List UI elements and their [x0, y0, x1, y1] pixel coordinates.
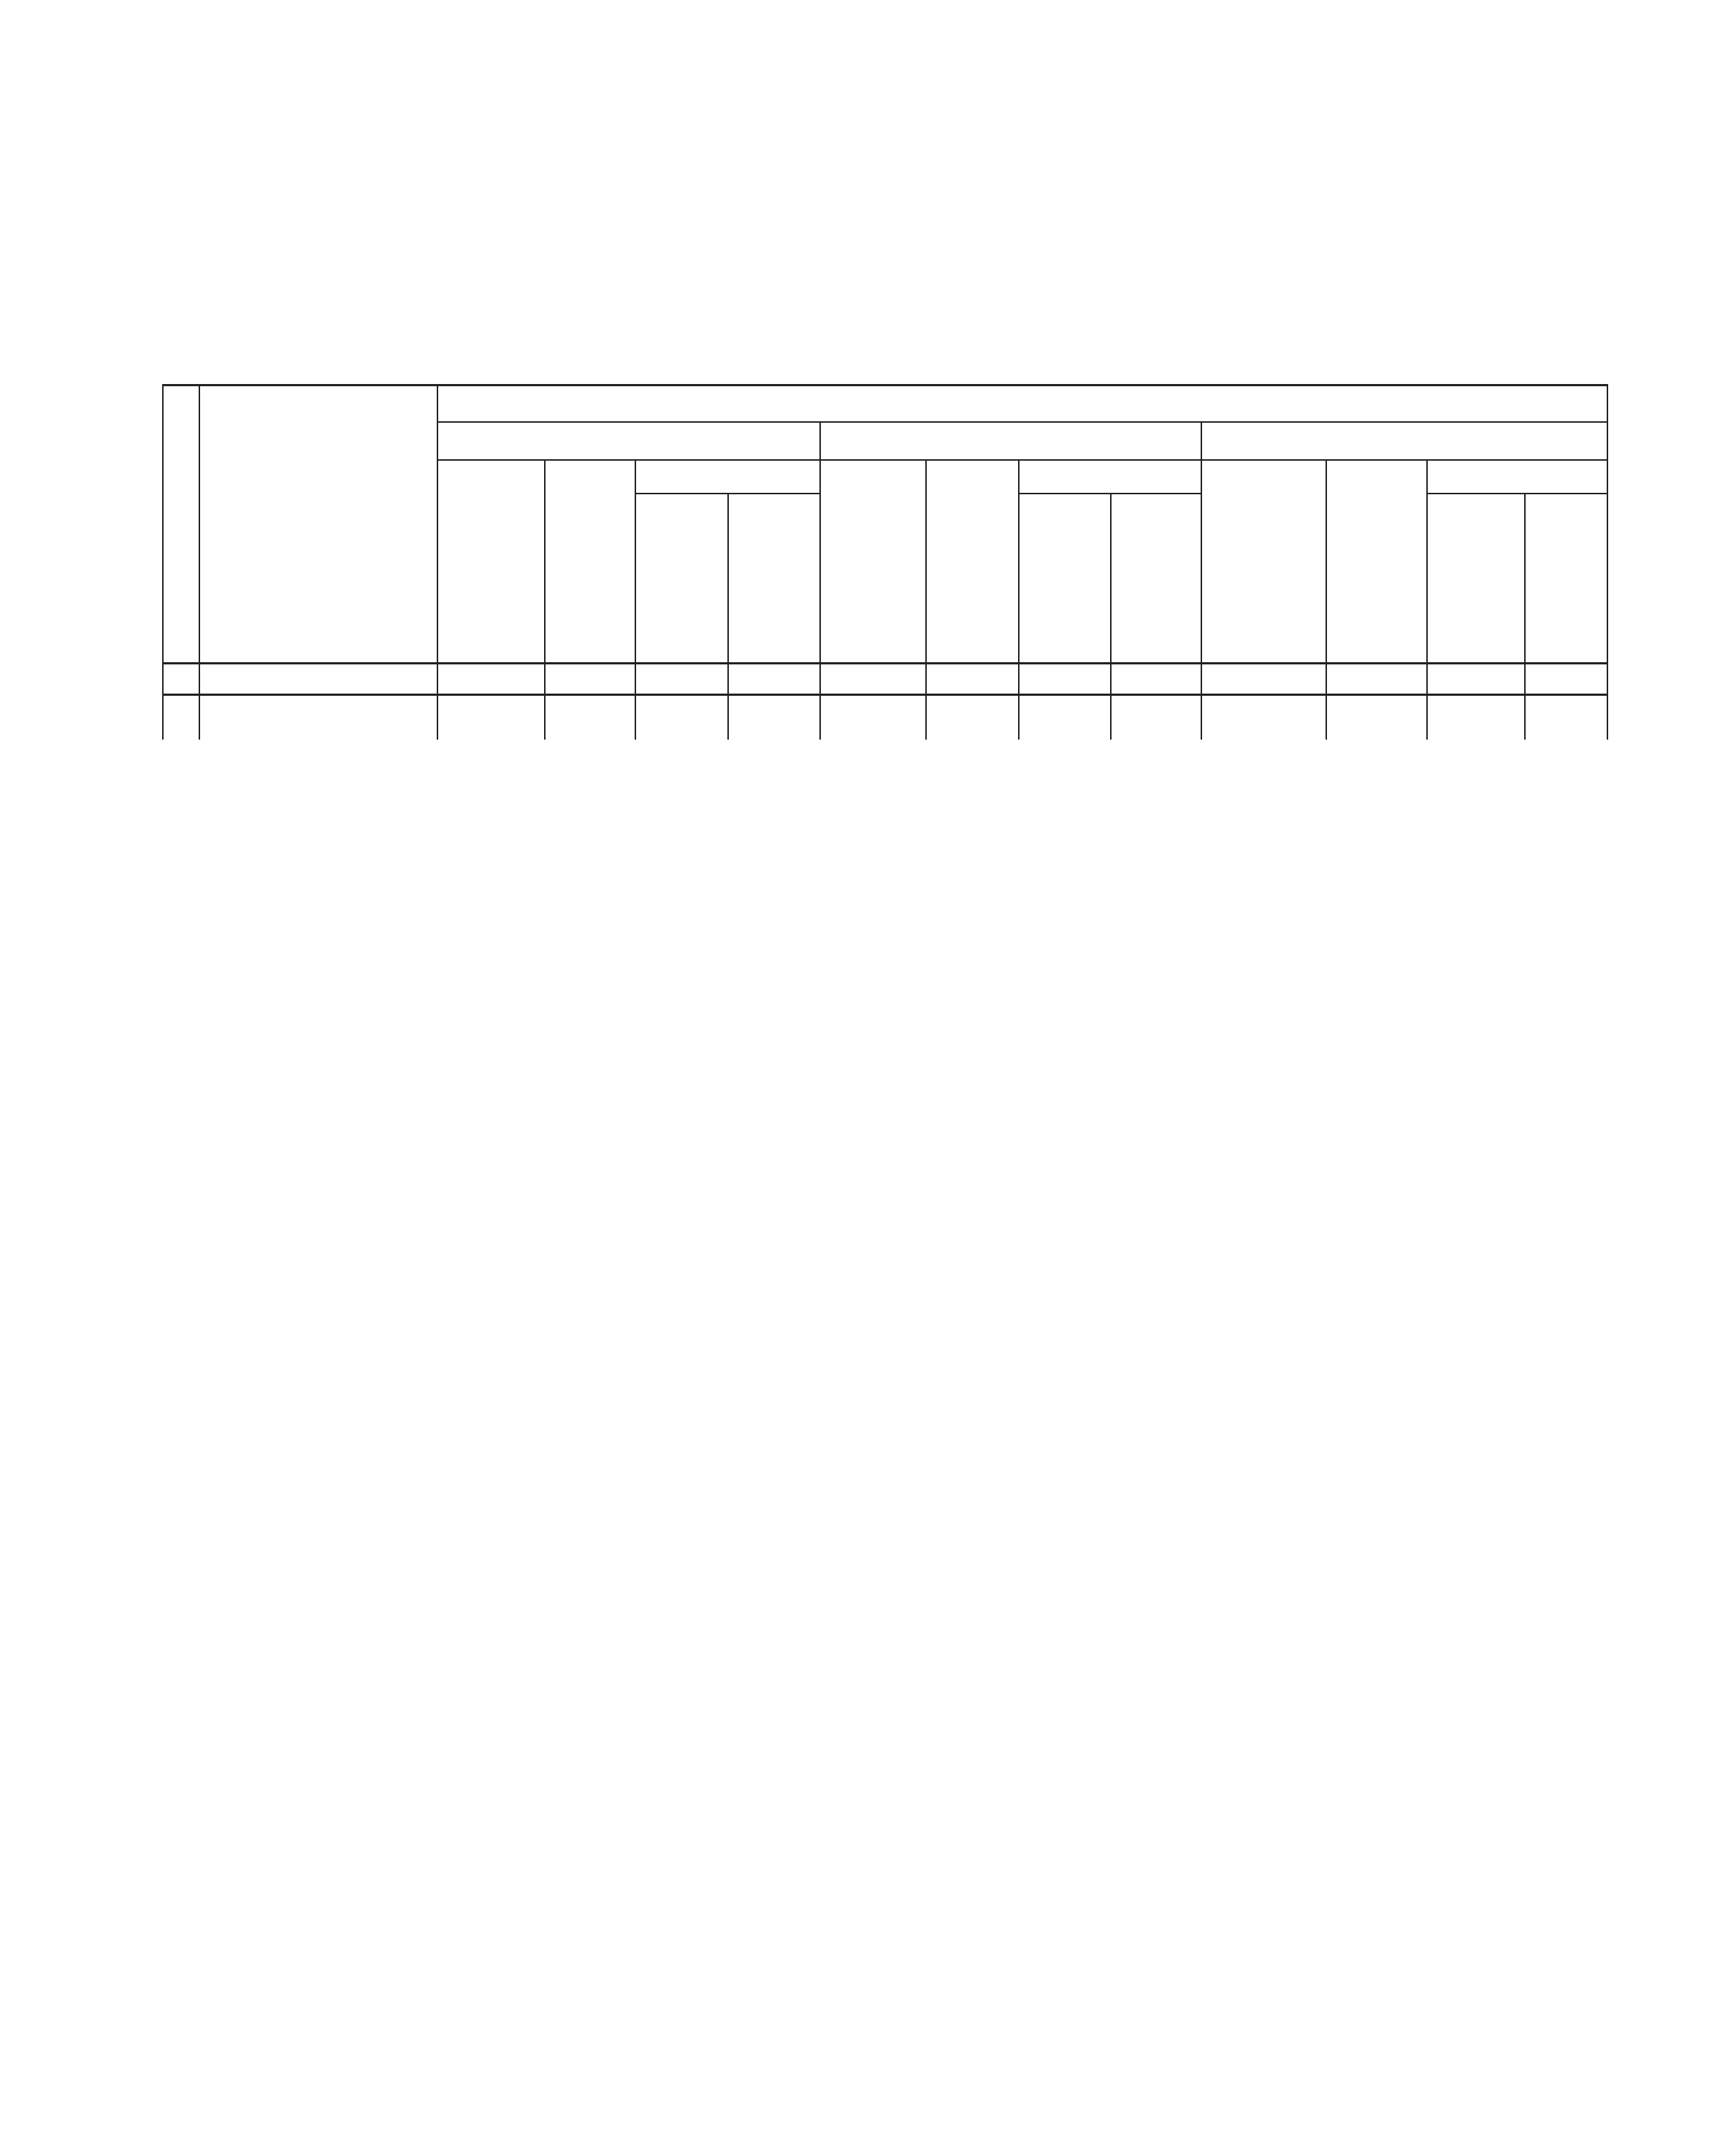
header-parts [199, 385, 437, 664]
col-number [1525, 664, 1607, 695]
header-norm [1326, 460, 1427, 664]
header-nn [163, 385, 199, 664]
header-norm [926, 460, 1019, 664]
header-machines [1525, 494, 1607, 664]
col-number [199, 664, 437, 695]
col-number [1019, 664, 1111, 695]
header-total [437, 460, 545, 664]
header-total [820, 460, 926, 664]
col-number [820, 664, 926, 695]
col-number [926, 664, 1019, 695]
header-machines [1111, 494, 1201, 664]
header-including [1427, 460, 1607, 494]
col-number [1111, 664, 1201, 695]
col-number [1427, 664, 1525, 695]
header-including [635, 460, 820, 494]
header-machines [728, 494, 820, 664]
header-wage [1019, 494, 1111, 664]
col-number [1201, 664, 1326, 695]
header-series [437, 385, 1607, 423]
col-number [545, 664, 635, 695]
col-number [163, 664, 199, 695]
col-number [437, 664, 545, 695]
header-including [1019, 460, 1201, 494]
header-wage [1427, 494, 1525, 664]
col-number [635, 664, 728, 695]
header-project-1 [437, 422, 820, 460]
header-norm [545, 460, 635, 664]
col-number [1326, 664, 1427, 695]
price-table [162, 384, 1608, 922]
header-total [1201, 460, 1326, 664]
col-number [728, 664, 820, 695]
header-wage [635, 494, 728, 664]
header-project-3 [1201, 422, 1607, 460]
section-title [199, 695, 437, 740]
header-project-2 [820, 422, 1201, 460]
